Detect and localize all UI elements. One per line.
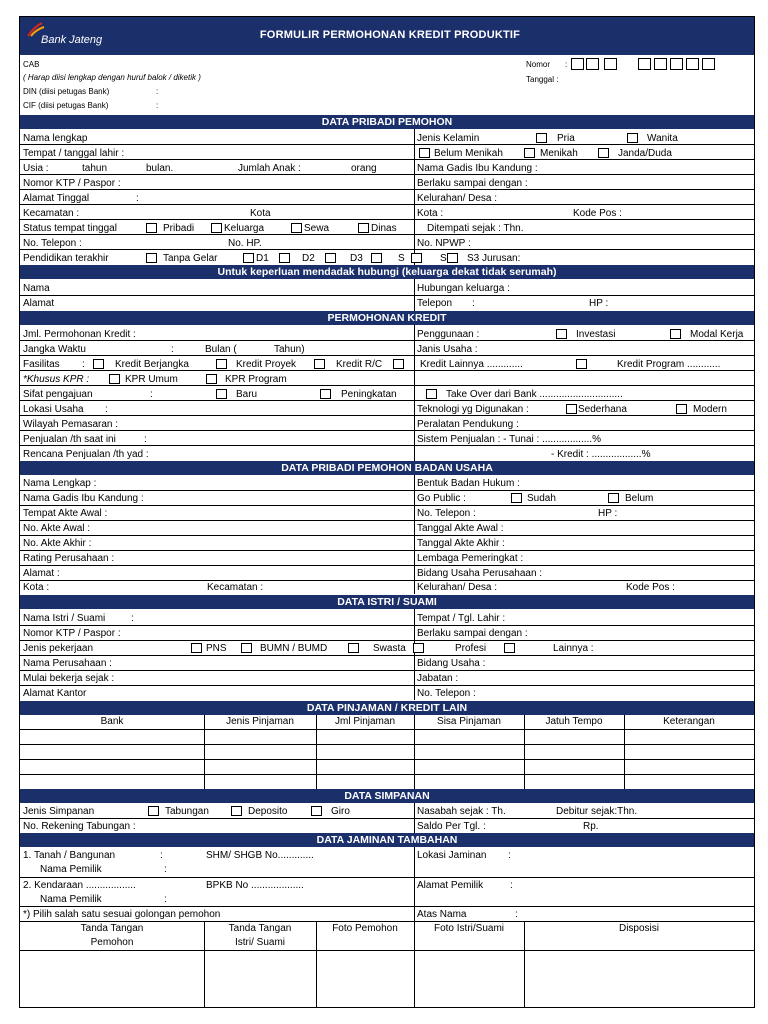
pilih-note: *) Pilih salah satu sesuai golongan pemohon (23, 909, 221, 920)
bu-kota-label: Kota : (23, 582, 50, 593)
s2-label: S (440, 253, 447, 264)
sewa-checkbox[interactable] (291, 223, 302, 233)
col-header-keterangan: Keterangan (663, 716, 715, 727)
row-line (20, 520, 754, 521)
section-permohonan: PERMOHONAN KREDIT (20, 311, 754, 325)
alamat-tinggal-label: Alamat Tinggal (23, 193, 90, 204)
section-pribadi: DATA PRIBADI PEMOHON (20, 115, 754, 129)
pribadi-opt-label: Pribadi (163, 223, 195, 234)
orang-label: orang (351, 163, 377, 174)
kredit-berjangka-checkbox[interactable] (93, 359, 104, 369)
row-line (20, 219, 754, 220)
foto-pemohon-label: Foto Pemohon (332, 923, 398, 934)
lokasi-usaha-label: Lokasi Usaha (23, 404, 84, 415)
saldo-label: Saldo Per Tgl. : (417, 821, 486, 832)
row-line (20, 295, 754, 296)
nomor-box[interactable] (670, 58, 683, 70)
is-mulai-bekerja-label: Mulai bekerja sejak : (23, 673, 115, 684)
darurat-hp-label: HP : (589, 298, 609, 309)
col-header-bank: Bank (100, 716, 124, 727)
peningkatan-label: Peningkatan (341, 389, 397, 400)
belum-label: Belum (625, 493, 654, 504)
row-line (20, 144, 754, 145)
nomor-box[interactable] (586, 58, 599, 70)
is-nama-colon: : (131, 613, 134, 624)
hubungan-label: Hubungan keluarga : (417, 283, 510, 294)
pns-box[interactable] (241, 643, 252, 653)
jenis-simpanan-label: Jenis Simpanan (23, 806, 95, 817)
modal-kerja-checkbox[interactable] (670, 329, 681, 339)
col-header-jml: Jml Pinjaman (334, 716, 396, 727)
rencana-label: Rencana Penjualan /th yad : (23, 449, 149, 460)
janis-usaha-label: Janis Usaha : (417, 344, 478, 355)
row-line (20, 204, 754, 205)
giro-checkbox[interactable] (311, 806, 322, 816)
bu-kecamatan-label: Kecamatan : (207, 582, 264, 593)
wanita-label: Wanita (647, 133, 678, 144)
s3-jurusan-label: S3 Jurusan: (467, 253, 521, 264)
is-nomor-ktp-label: Nomor KTP / Paspor : (23, 628, 121, 639)
divider (414, 129, 415, 265)
status-tinggal-label: Status tempat tinggal (23, 223, 117, 234)
signature-pemohon-area[interactable] (20, 951, 204, 1007)
fasilitas-colon: : (82, 359, 85, 370)
tempat-akte-label: Tempat Akte Awal : (23, 508, 108, 519)
row-line (20, 490, 754, 491)
lokasi-colon: : (508, 850, 511, 861)
bpkb-label: BPKB No ................... (206, 880, 304, 891)
row-line (20, 744, 754, 745)
tabungan-label: Tabungan (165, 806, 209, 817)
sudah-checkbox[interactable] (511, 493, 522, 503)
tabungan-checkbox[interactable] (148, 806, 159, 816)
go-public-label: Go Public : (417, 493, 466, 504)
sederhana-checkbox[interactable] (566, 404, 577, 414)
signature-istri-area[interactable] (205, 951, 316, 1007)
tanah-nama-pemilik-label: Nama Pemilik (40, 864, 102, 875)
nasabah-sejak-label: Nasabah sejak : Th. (417, 806, 506, 817)
kpr-program-label: KPR Program (225, 374, 287, 385)
bumn-label: BUMN / BUMD (260, 643, 328, 654)
pendidikan-label: Pendidikan terakhir (23, 253, 109, 264)
sudah-label: Sudah (527, 493, 556, 504)
kredit-pct-label: - Kredit : ..................% (551, 449, 651, 460)
disposisi-label: Disposisi (618, 923, 659, 934)
swasta-label: Swasta (373, 643, 406, 654)
kredit-berjangka-label: Kredit Berjangka (115, 359, 189, 370)
sifat-colon: : (150, 389, 153, 400)
no-akte-akhir-label: No. Akte Akhir : (23, 538, 92, 549)
atas-nama-colon: : (515, 909, 518, 920)
menikah-label: Menikah (540, 148, 578, 159)
row-line (20, 877, 754, 878)
kendaraan-pemilik-colon: : (164, 894, 167, 905)
ttd-pemohon-line2: Pemohon (90, 937, 134, 948)
col-header-jatuh-tempo: Jatuh Tempo (545, 716, 603, 727)
pria-label: Pria (557, 133, 575, 144)
keluarga-checkbox[interactable] (211, 223, 222, 233)
section-istri-suami: DATA ISTRI / SUAMI (20, 595, 754, 609)
tahun-label: tahun (82, 163, 108, 174)
jangka-waktu-label: Jangka Waktu (23, 344, 86, 355)
deposito-label: Deposito (248, 806, 288, 817)
d1-box[interactable] (279, 253, 290, 263)
nomor-box[interactable] (604, 58, 617, 70)
d2-checkbox[interactable] (325, 253, 336, 263)
ttd-pemohon-line1: Tanda Tangan (80, 923, 144, 934)
ditempati-label: Ditempati sejak : Thn. (427, 223, 524, 234)
kredit-proyek-checkbox[interactable] (216, 359, 227, 369)
s-label: S (398, 253, 405, 264)
darurat-telepon-label: Telepon (417, 298, 453, 309)
telepon-colon: : (472, 298, 475, 309)
row-line (20, 355, 754, 356)
nomor-box[interactable] (654, 58, 667, 70)
penggunaan-label: Penggunaan : (417, 329, 480, 340)
bu-nama-gadis-label: Nama Gadis Ibu Kandung : (23, 493, 144, 504)
kpr-program-checkbox[interactable] (206, 374, 217, 384)
is-nama-label: Nama Istri / Suami (23, 613, 106, 624)
bumn-checkbox[interactable] (348, 643, 359, 653)
deposito-checkbox[interactable] (231, 806, 242, 816)
nomor-colon: : (565, 60, 568, 69)
alamat-colon: : (136, 193, 139, 204)
bu-kelurahan-label: Kelurahan/ Desa : (417, 582, 498, 593)
col-header-jenis: Jenis Pinjaman (226, 716, 294, 727)
baru-label: Baru (236, 389, 258, 400)
sederhana-label: Sederhana (578, 404, 627, 415)
dinas-opt-label: Dinas (371, 223, 397, 234)
tanpa-gelar-checkbox[interactable] (146, 253, 157, 263)
sewa-opt-label: Sewa (304, 223, 330, 234)
row-line (20, 189, 754, 190)
kredit-lainnya-label: Kredit Lainnya ............. (420, 359, 523, 370)
alamat-pemilik-label: Alamat Pemilik (417, 880, 484, 891)
jangka-colon: : (171, 344, 174, 355)
disposisi-area[interactable] (525, 937, 754, 1007)
rating-label: Rating Perusahaan : (23, 553, 115, 564)
pribadi-checkbox[interactable] (146, 223, 157, 233)
row-line (20, 640, 754, 641)
janda-duda-label: Janda/Duda (618, 148, 672, 159)
penjualan-colon: : (144, 434, 147, 445)
nomor-box[interactable] (702, 58, 715, 70)
npwp-label: No. NPWP : (417, 238, 471, 249)
penjualan-label: Penjualan /th saat ini (23, 434, 116, 445)
s2-checkbox[interactable] (447, 253, 458, 263)
cab-label: CAB (23, 60, 40, 69)
tanpa-gelar-label: Tanpa Gelar (163, 253, 218, 264)
no-hp-label: No. HP. (228, 238, 262, 249)
nomor-ktp-label: Nomor KTP / Paspor : (23, 178, 121, 189)
bu-hp-label: HP : (598, 508, 618, 519)
debitur-sejak-label: Debitur sejak:Thn. (556, 806, 638, 817)
is-berlaku-label: Berlaku sampai dengan : (417, 628, 528, 639)
bulan-label: bulan. (146, 163, 174, 174)
cif-colon: : (156, 101, 159, 110)
kota-label: Kota (250, 208, 271, 219)
profesi-checkbox[interactable] (504, 643, 515, 653)
profesi-label: Profesi (455, 643, 487, 654)
nomor-box[interactable] (638, 58, 651, 70)
investasi-label: Investasi (576, 329, 616, 340)
lainnya-label: Lainnya : (553, 643, 594, 654)
bu-kode-pos-label: Kode Pos : (626, 582, 675, 593)
kredit-lainnya-checkbox[interactable] (576, 359, 587, 369)
is-jabatan-label: Jabatan : (417, 673, 459, 684)
kendaraan-label: 2. Kendaraan .................. (23, 880, 136, 891)
s1-checkbox[interactable] (411, 253, 422, 263)
rp-label: Rp. (583, 821, 599, 832)
row-line (20, 685, 754, 686)
row-line (20, 921, 754, 922)
din-label: DIN (diisi petugas Bank) (23, 87, 110, 96)
is-tempat-lahir-label: Tempat / Tgl. Lahir : (417, 613, 506, 624)
atas-nama-label: Atas Nama (417, 909, 467, 920)
kecamatan-label: Kecamatan : (23, 208, 80, 219)
bidang-usaha-perusahaan-label: Bidang Usaha Perusahaan : (417, 568, 543, 579)
row-line (20, 550, 754, 551)
tempat-tgl-lahir-label: Tempat / tanggal lahir : (23, 148, 125, 159)
wanita-checkbox[interactable] (627, 133, 638, 143)
col-header-sisa: Sisa Pinjaman (437, 716, 501, 727)
jml-permohonan-label: Jml. Permohonan Kredit : (23, 329, 136, 340)
nama-lengkap-label: Nama lengkap (23, 133, 88, 144)
photo-istri-area[interactable] (415, 937, 524, 1007)
row-line (20, 565, 754, 566)
no-telepon-label: No. Telepon : (23, 238, 82, 249)
credit-application-form (19, 16, 755, 1008)
sistem-penjualan-label: Sistem Penjualan : - Tunai : ..................% (417, 434, 601, 445)
tanah-label: 1. Tanah / Bangunan (23, 850, 116, 861)
is-no-telepon-label: No. Telepon : (417, 688, 476, 699)
form-header (20, 17, 754, 55)
kelurahan-label: Kelurahan/ Desa : (417, 193, 498, 204)
nama-gadis-ibu-label: Nama Gadis Ibu Kandung : (417, 163, 538, 174)
row-line (20, 906, 754, 907)
d3-checkbox[interactable] (371, 253, 382, 263)
row-line (20, 818, 754, 819)
janda-duda-checkbox[interactable] (598, 148, 609, 158)
keluarga-opt-label: Keluarga (224, 223, 265, 234)
row-line (20, 535, 754, 536)
d3-label: D3 (350, 253, 363, 264)
section-jaminan: DATA JAMINAN TAMBAHAN (20, 833, 754, 847)
tanggal-label: Tanggal : (526, 75, 559, 84)
d2-label: D2 (302, 253, 315, 264)
is-alamat-kantor-label: Alamat Kantor (23, 688, 87, 699)
photo-pemohon-area[interactable] (317, 937, 414, 1007)
wilayah-label: Wilayah Pemasaran : (23, 419, 119, 430)
kredit-rc-label: Kredit R/C (336, 359, 383, 370)
jenis-kelamin-label: Jenis Kelamin (417, 133, 480, 144)
berlaku-label: Berlaku sampai dengan : (417, 178, 528, 189)
row-line (20, 655, 754, 656)
section-simpanan: DATA SIMPANAN (20, 789, 754, 803)
kode-pos-label: Kode Pos : (573, 208, 622, 219)
divider (414, 847, 415, 921)
row-line (20, 415, 754, 416)
pria-checkbox[interactable] (536, 133, 547, 143)
modern-checkbox[interactable] (676, 404, 687, 414)
peningkatan-checkbox[interactable] (320, 389, 331, 399)
row-line (20, 774, 754, 775)
ttd-istri-line2: Istri/ Suami (234, 937, 285, 948)
pns-label: PNS (206, 643, 227, 654)
baru-checkbox[interactable] (216, 389, 227, 399)
kpr-umum-checkbox[interactable] (109, 374, 120, 384)
form-title: FORMULIR PERMOHONAN KREDIT PRODUKTIF (259, 29, 521, 41)
take-over-checkbox[interactable] (426, 389, 437, 399)
swasta-checkbox[interactable] (413, 643, 424, 653)
kredit-proyek-label: Kredit Proyek (236, 359, 297, 370)
investasi-checkbox[interactable] (556, 329, 567, 339)
kredit-proyek-box[interactable] (314, 359, 325, 369)
lokasi-jaminan-label: Lokasi Jaminan (417, 850, 487, 861)
nomor-box[interactable] (686, 58, 699, 70)
ttd-istri-line1: Tanda Tangan (228, 923, 292, 934)
is-jenis-pekerjaan-label: Jenis pekerjaan (23, 643, 94, 654)
modern-label: Modern (693, 404, 727, 415)
jumlah-anak-label: Jumlah Anak : (238, 163, 301, 174)
darurat-nama-label: Nama (23, 283, 50, 294)
foto-istri-label: Foto Istri/Suami (433, 923, 505, 934)
tahun-close-label: Tahun) (274, 344, 305, 355)
tanah-pemilik-colon: : (164, 864, 167, 875)
bentuk-badan-label: Bentuk Badan Hukum : (417, 478, 520, 489)
row-line (20, 445, 754, 446)
teknologi-label: Teknologi yg Digunakan : (417, 404, 529, 415)
tanah-colon: : (160, 850, 163, 861)
bu-alamat-label: Alamat : (23, 568, 60, 579)
row-line (20, 174, 754, 175)
kredit-rc-checkbox[interactable] (393, 359, 404, 369)
belum-checkbox[interactable] (608, 493, 619, 503)
row-line (20, 505, 754, 506)
row-line (20, 670, 754, 671)
nomor-box[interactable] (571, 58, 584, 70)
section-pinjaman: DATA PINJAMAN / KREDIT LAIN (20, 701, 754, 715)
tgl-akte-akhir-label: Tanggal Akte Akhir : (417, 538, 505, 549)
d1-checkbox[interactable] (243, 253, 254, 263)
din-colon: : (156, 87, 159, 96)
row-line (20, 249, 754, 250)
belum-menikah-checkbox[interactable] (419, 148, 430, 158)
instruction-text: ( Harap diisi lengkap dengan huruf balok / diketik ) (23, 73, 201, 82)
section-darurat: Untuk keperluan mendadak hubungi (keluarga dekat tidak serumah) (20, 265, 754, 279)
divider (414, 325, 415, 461)
tgl-akte-awal-label: Tanggal Akte Awal : (417, 523, 504, 534)
bu-nama-lengkap-label: Nama Lengkap : (23, 478, 97, 489)
is-nama-perusahaan-label: Nama Perusahaan : (23, 658, 112, 669)
alamat-pemilik-colon: : (510, 880, 513, 891)
is-bidang-usaha-label: Bidang Usaha : (417, 658, 486, 669)
pns-checkbox[interactable] (191, 643, 202, 653)
kredit-program-label: Kredit Program ............ (617, 359, 721, 370)
shm-label: SHM/ SHGB No............. (206, 850, 314, 861)
row-line (20, 759, 754, 760)
nomor-label: Nomor (526, 60, 551, 69)
giro-label: Giro (331, 806, 350, 817)
sifat-pengajuan-label: Sifat pengajuan (23, 389, 93, 400)
dinas-checkbox[interactable] (358, 223, 369, 233)
kota2-label: Kota : (417, 208, 444, 219)
section-badan-usaha: DATA PRIBADI PEMOHON BADAN USAHA (20, 461, 754, 475)
lembaga-label: Lembaga Pemeringkat : (417, 553, 524, 564)
bank-logo (26, 22, 116, 50)
peralatan-label: Peralatan Pendukung : (417, 419, 519, 430)
no-akte-awal-label: No. Akte Awal : (23, 523, 91, 534)
no-rekening-label: No. Rekening Tabungan : (23, 821, 136, 832)
usia-label: Usia : (23, 163, 49, 174)
kendaraan-nama-pemilik-label: Nama Pemilik (40, 894, 102, 905)
darurat-alamat-label: Alamat (23, 298, 55, 309)
fasilitas-label: Fasilitas (23, 359, 60, 370)
bu-no-telepon-label: No. Telepon : (417, 508, 476, 519)
bank-name: Bank Jateng (41, 34, 103, 46)
row-line (20, 430, 754, 431)
lokasi-colon: : (105, 404, 108, 415)
belum-menikah-label: Belum Menikah (434, 148, 503, 159)
modal-kerja-label: Modal Kerja (690, 329, 744, 340)
d1-label: D1 (256, 253, 269, 264)
take-over-label: Take Over dari Bank .............................. (446, 389, 623, 400)
khusus-kpr-label: *Khusus KPR : (23, 374, 90, 385)
bulan-open-label: Bulan ( (205, 344, 237, 355)
kpr-umum-label: KPR Umum (125, 374, 178, 385)
cif-label: CIF (diisi petugas Bank) (23, 101, 109, 110)
row-line (20, 625, 754, 626)
row-line (20, 729, 754, 730)
menikah-checkbox[interactable] (524, 148, 535, 158)
